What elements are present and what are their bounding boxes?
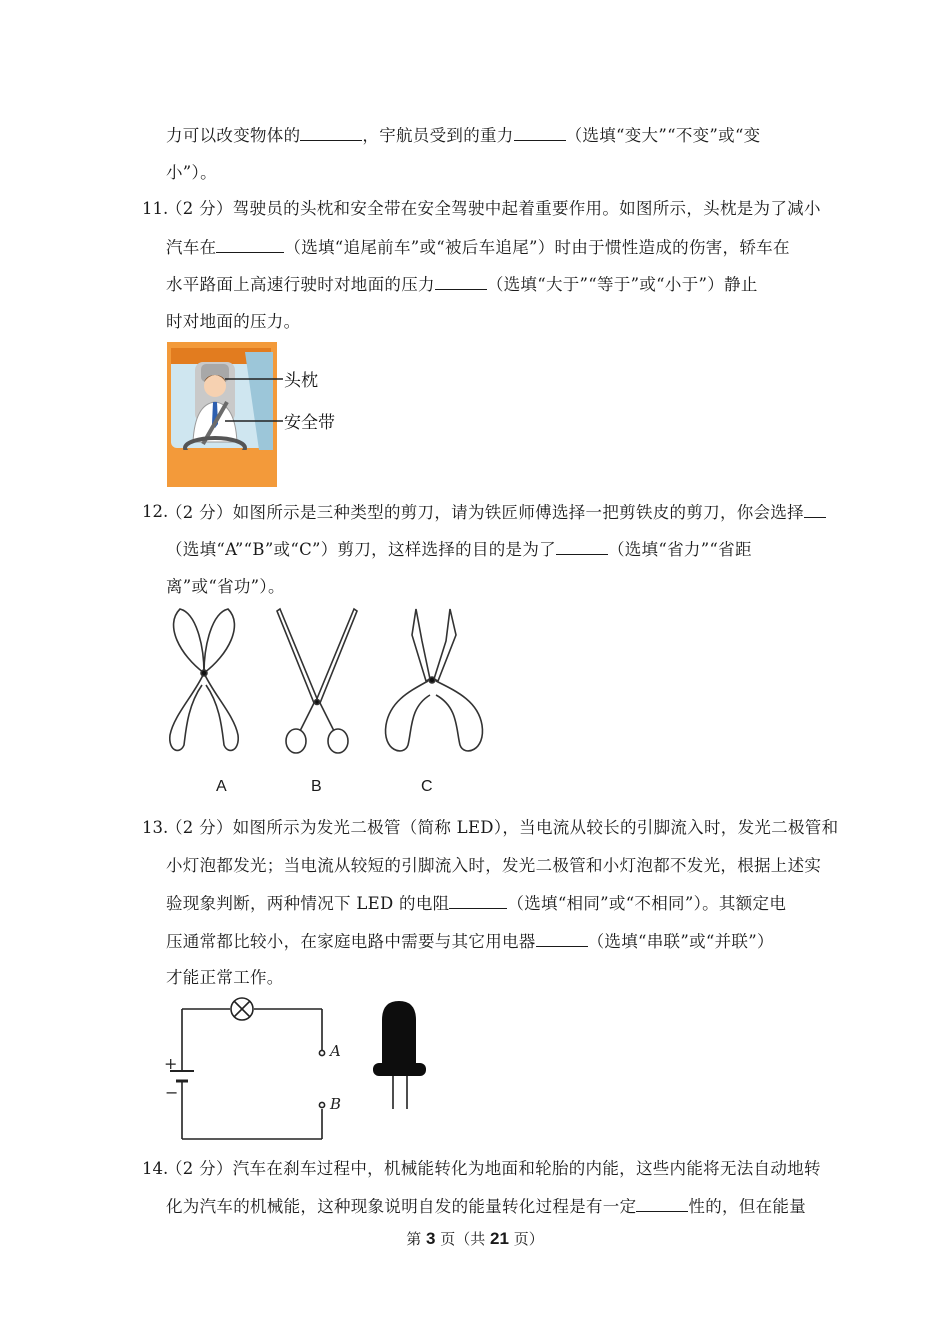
answer-blank: [300, 124, 362, 141]
answer-blank: [636, 1195, 688, 1212]
question-number: 14.: [142, 1159, 169, 1178]
seatbelt-label: 安全带: [284, 413, 335, 433]
circuit-diagram: [170, 998, 325, 1139]
q13-line-5: 才能正常工作。: [166, 968, 284, 987]
scissors-c: [386, 609, 483, 751]
scissors-a: [170, 609, 238, 750]
q10-line-1: 力可以改变物体的 ，宇航员受到的重力 （选填“变大”“不变”或“变: [166, 126, 761, 145]
q12-line-3: 离”或“省功”）。: [166, 577, 285, 596]
terminal-a: [319, 1050, 324, 1055]
q13-line-4: 压通常都比较小，在家庭电路中需要与其它用电器 （选填“串联”或“并联”）: [166, 932, 774, 951]
terminal-a-label: A: [330, 1042, 341, 1060]
headrest-label: 头枕: [284, 371, 318, 391]
q12-line-1: （2 分）如图所示是三种类型的剪刀，请为铁匠师傅选择一把剪铁皮的剪刀，你会选择: [166, 501, 826, 524]
q10-line-2: 小”）。: [166, 163, 217, 182]
scissors-label-a: A: [216, 778, 227, 795]
answer-blank: [804, 501, 826, 518]
page-footer: 第 3 页（共 21 页）: [406, 1229, 544, 1248]
q12-line-2: （选填“A”“B”或“C”）剪刀，这样选择的目的是为了 （选填“省力”“省距: [166, 540, 752, 559]
answer-blank: [536, 930, 588, 947]
q14-line-1: （2 分）汽车在刹车过程中，机械能转化为地面和轮胎的内能，这些内能将无法自动地转: [166, 1159, 821, 1178]
scissors-b: [277, 609, 357, 753]
plus-sign: +: [164, 1054, 178, 1073]
answer-blank: [216, 236, 284, 253]
answer-blank: [435, 273, 487, 290]
question-number: 13.: [142, 818, 169, 837]
led-icon: [373, 1001, 426, 1109]
circuit-led-figure: [160, 995, 440, 1145]
q13-line-3: 验现象判断，两种情况下 LED 的电阻 （选填“相同”或“不相同”）。其额定电: [166, 894, 787, 913]
scissors-figure: [160, 605, 500, 765]
q11-line-3: 水平路面上高速行驶时对地面的压力 （选填“大于”“等于”或“小于”）静止: [166, 275, 758, 294]
dashboard: [167, 450, 277, 487]
q13-line-1: （2 分）如图所示为发光二极管（简称 LED），当电流从较长的引脚流入时，发光二极管和: [166, 818, 839, 837]
q11-line-2: 汽车在 （选填“追尾前车”或“被后车追尾”）时由于惯性造成的伤害，轿车在: [166, 238, 790, 257]
q13-line-2: 小灯泡都发光；当电流从较短的引脚流入时，发光二极管和小灯泡都不发光，根据上述实: [166, 856, 822, 875]
q11-line-1: （2 分）驾驶员的头枕和安全带在安全驾驶中起着重要作用。如图所示，头枕是为了减小: [166, 199, 821, 218]
question-number: 11.: [142, 199, 169, 218]
terminal-b-label: B: [330, 1095, 342, 1113]
scissors-label-c: C: [421, 778, 433, 795]
page-total: 21: [490, 1229, 509, 1248]
question-number: 12.: [142, 502, 169, 521]
q14-line-2: 化为汽车的机械能，这种现象说明自发的能量转化过程是有一定 性的，但在能量: [166, 1197, 807, 1216]
q11-line-4: 时对地面的压力。: [166, 312, 301, 331]
minus-sign: −: [165, 1083, 179, 1102]
answer-blank: [449, 892, 507, 909]
answer-blank: [514, 124, 566, 141]
driver-headrest-seatbelt-figure: [167, 342, 342, 487]
terminal-b: [319, 1102, 324, 1107]
page-number: 3: [426, 1229, 436, 1248]
answer-blank: [556, 538, 608, 555]
scissors-label-b: B: [311, 778, 322, 795]
